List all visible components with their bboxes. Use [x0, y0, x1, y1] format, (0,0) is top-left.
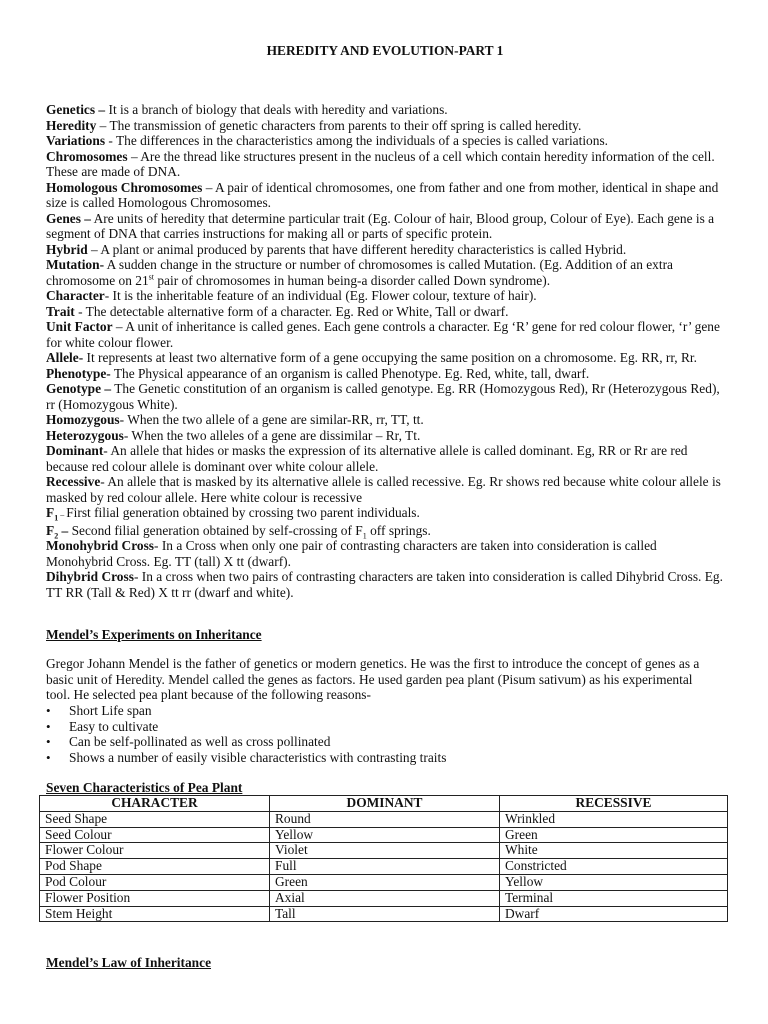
- definition-text: - An allele that is masked by its alternative allele is called recessive. Eg. Rr shows red because white colour allele is masked by red colour allele. Here white colour is recessive: [46, 474, 721, 505]
- definition-term: Dominant: [46, 443, 104, 458]
- definition-term: Mutation-: [46, 257, 105, 272]
- definition-term: Allele-: [46, 350, 84, 365]
- definition-text: - When the two allele of a gene are similar-RR, rr, TT, tt.: [119, 412, 424, 427]
- definition-item: [46, 149, 724, 180]
- definition-term: Recessive: [46, 474, 101, 489]
- table-cell: Tall: [270, 906, 500, 922]
- definition-text: – The transmission of genetic characters from parents to their off spring is called heredity.: [96, 117, 582, 133]
- definition-item: [46, 428, 724, 444]
- definition-term: Variations: [46, 133, 106, 148]
- bullet-icon: •: [46, 703, 51, 718]
- definition-term: F: [46, 522, 55, 538]
- definitions-list: [46, 102, 724, 600]
- definition-item: [46, 381, 724, 412]
- definition-text: - It is the inheritable feature of an individual (Eg. Flower colour, texture of hair).: [104, 288, 537, 303]
- table-cell: Pod Shape: [40, 859, 270, 875]
- list-item: [46, 703, 706, 719]
- bullet-icon: •: [46, 749, 51, 765]
- definition-item: [46, 412, 724, 428]
- definition-item: [46, 304, 724, 320]
- table-cell: Flower Position: [40, 890, 270, 906]
- definition-term: Trait: [46, 303, 75, 319]
- definition-text-continued: pair of chromosomes in human being-a disorder called Down syndrome).: [154, 272, 551, 288]
- column-header-recessive: RECESSIVE: [500, 796, 728, 812]
- definition-item: [46, 523, 724, 539]
- law-of-inheritance-heading: Mendel’s Law of Inheritance: [46, 955, 212, 970]
- table-cell: Violet: [270, 843, 500, 859]
- definition-item: [46, 102, 724, 118]
- definition-term: Genetics –: [46, 102, 106, 117]
- table-row: [40, 827, 728, 843]
- definition-text: It represents at least two alternative form of a gene occupying the same position on a chromosome. Eg. RR, rr, Rr.: [83, 350, 697, 365]
- page-title: HEREDITY AND EVOLUTION-PART 1: [266, 43, 504, 58]
- definition-term: Heterozygous: [46, 427, 124, 443]
- definition-term: Genes –: [46, 210, 92, 226]
- definition-text: - When the two alleles of a gene are dissimilar – Rr, Tt.: [123, 427, 421, 443]
- definition-term: Homologous Chromosomes: [46, 179, 203, 195]
- table-cell: Seed Colour: [40, 827, 270, 843]
- definition-term: Monohybrid Cross: [46, 538, 155, 553]
- definition-item: [46, 474, 724, 505]
- definition-item: [46, 319, 724, 350]
- table-cell: Green: [500, 827, 728, 843]
- definition-item: [46, 443, 724, 474]
- definition-text: - The detectable alternative form of a character. Eg. Red or White, Tall or dwarf.: [74, 303, 509, 319]
- definition-item: [46, 366, 724, 382]
- definition-text: - The differences in the characteristics among the individuals of a species is called variations.: [105, 133, 608, 148]
- column-header-dominant: DOMINANT: [270, 796, 500, 812]
- list-item: [46, 719, 706, 735]
- list-item: [46, 750, 706, 766]
- table-cell: Constricted: [500, 859, 728, 875]
- table-cell: Round: [270, 811, 500, 827]
- table-cell: Dwarf: [500, 906, 728, 922]
- definition-text: – A plant or animal produced by parents that have different heredity characteristics is called Hybrid.: [87, 241, 627, 257]
- table-row: [40, 859, 728, 875]
- definition-item: [46, 288, 724, 304]
- definition-text: – Are the thread like structures present in the nucleus of a cell which contain heredity information of the cell. These are made of DNA.: [46, 148, 715, 179]
- definition-text: - In a Cross when only one pair of contrasting characters are taken into consideration is called Monohybrid Cross. Eg. TT (tall) X tt (dwarf).: [46, 538, 657, 569]
- table-cell: Stem Height: [40, 906, 270, 922]
- table-header-row: [40, 796, 728, 812]
- definition-item: [46, 211, 724, 242]
- definition-term: Dihybrid Cross: [46, 569, 134, 584]
- table-row: [40, 843, 728, 859]
- column-header-character: CHARACTER: [40, 796, 270, 812]
- list-item-text: Short Life span: [69, 703, 152, 718]
- definition-text: - In a cross when two pairs of contrasting characters are taken into consideration is called Dihybrid Cross. Eg. TT RR (Tall & Red) X tt rr (dwarf and white).: [46, 569, 723, 600]
- definition-term-subscript: 1: [54, 513, 59, 523]
- definition-item: [46, 538, 724, 569]
- mendel-experiments-heading: Mendel’s Experiments on Inheritance: [46, 627, 262, 642]
- table-row: [40, 811, 728, 827]
- definition-item: [46, 242, 724, 258]
- bullet-icon: •: [46, 718, 51, 734]
- definition-term-suffix: –: [58, 522, 69, 538]
- table-cell: Flower Colour: [40, 843, 270, 859]
- table-cell: Yellow: [270, 827, 500, 843]
- table-cell: Green: [270, 874, 500, 890]
- mendel-intro-paragraph: Gregor Johann Mendel is the father of genetics or modern genetics. He was the first to introduce the concept of genes as a basic unit of Heredity. Mendel called the genes as factors. He used garden pea plant (Pisum sativum) as his experimental tool. He selected pea plant because of the following reasons-: [46, 656, 700, 702]
- definition-item: [46, 118, 724, 134]
- table-cell: Wrinkled: [500, 811, 728, 827]
- definition-term: Phenotype-: [46, 365, 111, 381]
- definition-term: F: [46, 505, 55, 520]
- table-cell: Full: [270, 859, 500, 875]
- table-cell: Seed Shape: [40, 811, 270, 827]
- definition-text: The Genetic constitution of an organism is called genotype. Eg. RR (Homozygous Red), Rr (Heterozygous Red), rr (Homozygous White).: [46, 381, 720, 412]
- definition-term: Chromosomes: [46, 148, 128, 164]
- definition-item: [46, 505, 724, 523]
- definition-text: – A pair of identical chromosomes, one from father and one from mother, identical in shape and size is called Homologous Chromosomes.: [46, 179, 719, 210]
- reasons-list: [46, 703, 706, 765]
- table-cell: Yellow: [500, 874, 728, 890]
- definition-term: Hybrid: [46, 241, 88, 257]
- definition-text: A sudden change in the structure or number of chromosomes is called Mutation. (Eg. Addition of an extra chromosome on 21: [46, 257, 674, 288]
- table-cell: Terminal: [500, 890, 728, 906]
- table-row: [40, 874, 728, 890]
- table-cell: Axial: [270, 890, 500, 906]
- definition-term: Unit Factor: [46, 319, 113, 334]
- bullet-icon: •: [46, 734, 51, 749]
- definition-term: Genotype –: [46, 381, 112, 396]
- definition-item: [46, 350, 724, 366]
- definition-item: [46, 133, 724, 149]
- list-item: [46, 734, 706, 750]
- definition-subscript: 1: [362, 531, 367, 541]
- definition-item: [46, 569, 724, 600]
- table-cell: White: [500, 843, 728, 859]
- definition-text: First filial generation obtained by crossing two parent individuals.: [66, 505, 420, 520]
- definition-text: Second filial generation obtained by self-crossing of F: [68, 522, 363, 538]
- pea-characteristics-table: [39, 795, 728, 922]
- definition-text: – A unit of inheritance is called genes. Each gene controls a character. Eg ‘R’ gene for red colour flower, ‘r’ gene for white colour flower.: [46, 319, 720, 350]
- definition-term: Character: [46, 288, 105, 303]
- table-row: [40, 890, 728, 906]
- definition-superscript: st: [148, 272, 154, 282]
- list-item-text: Can be self-pollinated as well as cross pollinated: [69, 734, 331, 749]
- definition-item: [46, 180, 724, 211]
- list-item-text: Shows a number of easily visible characteristics with contrasting traits: [69, 749, 447, 765]
- table-row: [40, 906, 728, 922]
- definition-term-subscript: 2: [54, 531, 59, 541]
- definition-text-continued: off springs.: [366, 522, 431, 538]
- definition-term: Homozygous: [46, 412, 120, 427]
- definition-text: The Physical appearance of an organism is called Phenotype. Eg. Red, white, tall, dwarf.: [110, 365, 590, 381]
- definition-term: Heredity: [46, 117, 97, 133]
- definition-text: Are units of heredity that determine particular trait (Eg. Colour of hair, Blood group, Colour of Eye). Each gene is a segment of DNA that carries instructions for making all or parts of specific protein.: [46, 210, 715, 241]
- table-cell: Pod Colour: [40, 874, 270, 890]
- definition-text: - An allele that hides or masks the expression of its alternative allele is called dominant. Eg, RR or Rr are red because red colour allele is dominant over white colour allele.: [46, 443, 688, 474]
- list-item-text: Easy to cultivate: [69, 718, 159, 734]
- definition-dash: –: [58, 510, 67, 519]
- definition-item: [46, 257, 724, 288]
- pea-characteristics-heading: Seven Characteristics of Pea Plant: [46, 780, 243, 795]
- definition-text: It is a branch of biology that deals with heredity and variations.: [105, 102, 448, 117]
